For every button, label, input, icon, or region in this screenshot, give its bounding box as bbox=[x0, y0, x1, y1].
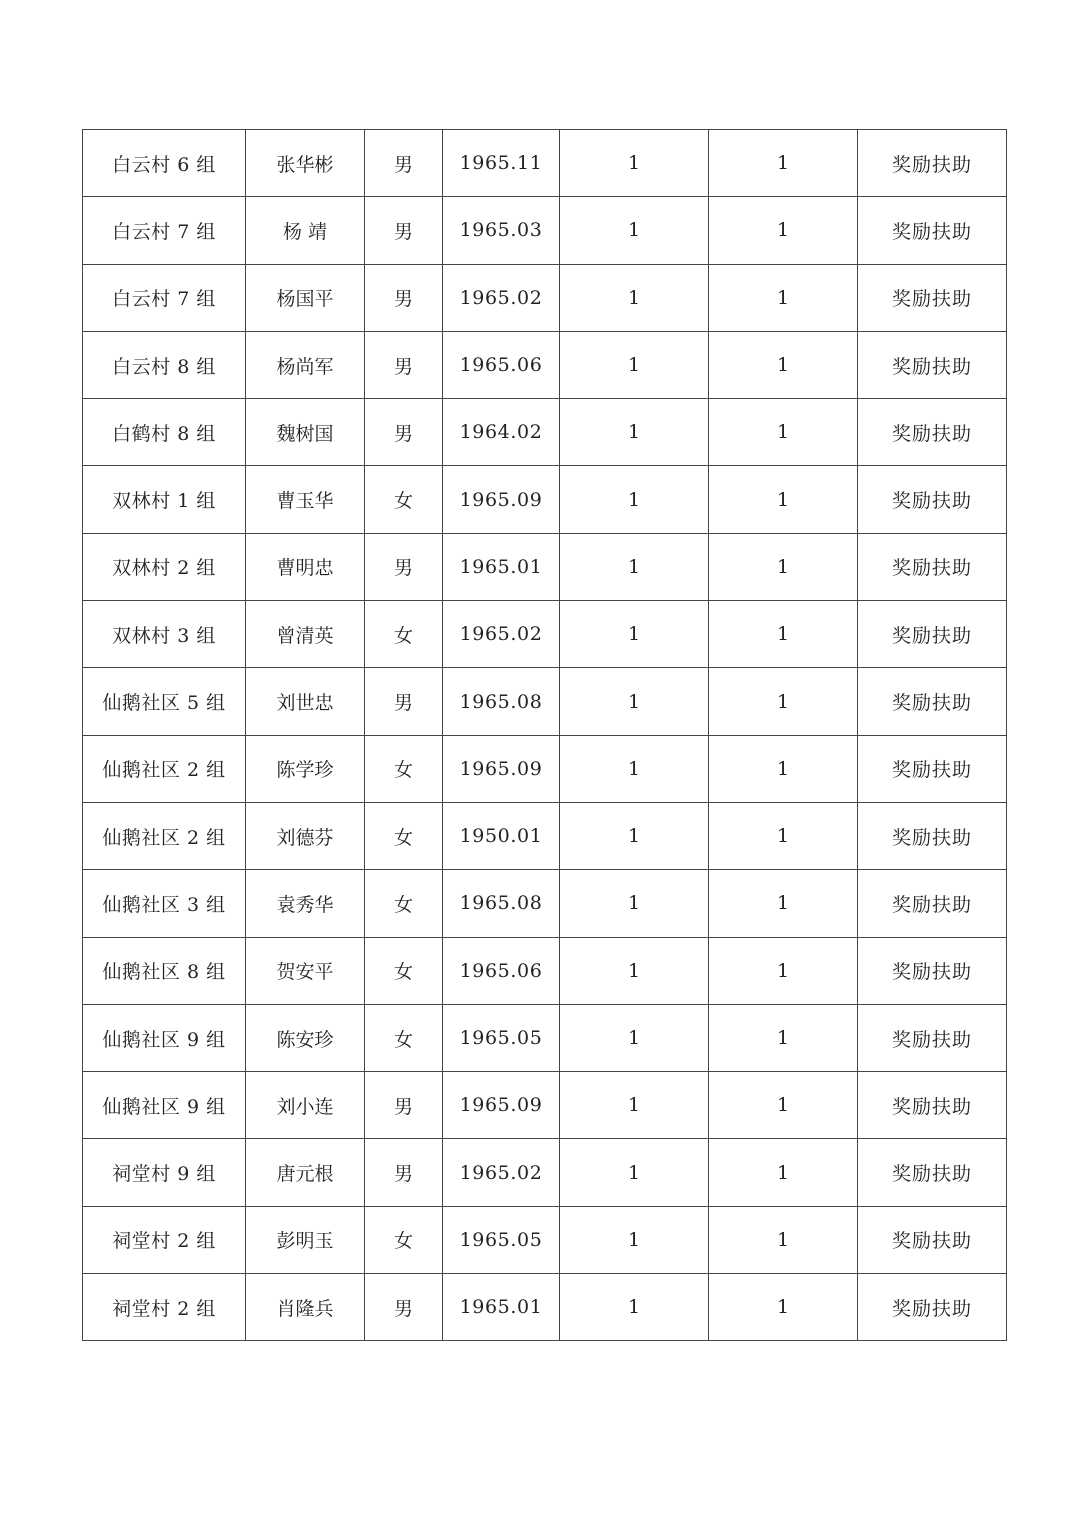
table-row bbox=[83, 197, 1007, 264]
assistance-type-cell: 奖励扶助 bbox=[858, 264, 1007, 331]
birth-date-cell: 1965.11 bbox=[443, 130, 560, 197]
gender-cell: 女 bbox=[365, 466, 443, 533]
count-cell: 1 bbox=[709, 197, 858, 264]
gender-cell: 男 bbox=[365, 130, 443, 197]
table-row bbox=[83, 937, 1007, 1004]
gender-cell: 女 bbox=[365, 1004, 443, 1071]
assistance-type-cell: 奖励扶助 bbox=[858, 197, 1007, 264]
count-cell: 1 bbox=[560, 466, 709, 533]
count-cell: 1 bbox=[560, 331, 709, 398]
count-cell: 1 bbox=[709, 802, 858, 869]
count-cell: 1 bbox=[560, 1139, 709, 1206]
birth-date-cell: 1965.02 bbox=[443, 601, 560, 668]
birth-date-cell: 1965.08 bbox=[443, 870, 560, 937]
count-cell: 1 bbox=[560, 601, 709, 668]
gender-cell: 女 bbox=[365, 937, 443, 1004]
birth-date-cell: 1965.05 bbox=[443, 1206, 560, 1273]
name-cell: 陈安珍 bbox=[246, 1004, 365, 1071]
location-cell: 白鹤村 8 组 bbox=[83, 399, 246, 466]
assistance-type-cell: 奖励扶助 bbox=[858, 937, 1007, 1004]
count-cell: 1 bbox=[560, 937, 709, 1004]
count-cell: 1 bbox=[709, 735, 858, 802]
assistance-type-cell: 奖励扶助 bbox=[858, 130, 1007, 197]
count-cell: 1 bbox=[560, 1274, 709, 1341]
table-row bbox=[83, 1072, 1007, 1139]
count-cell: 1 bbox=[560, 870, 709, 937]
location-cell: 白云村 6 组 bbox=[83, 130, 246, 197]
assistance-type-cell: 奖励扶助 bbox=[858, 601, 1007, 668]
count-cell: 1 bbox=[560, 802, 709, 869]
count-cell: 1 bbox=[560, 1206, 709, 1273]
location-cell: 双林村 3 组 bbox=[83, 601, 246, 668]
gender-cell: 女 bbox=[365, 802, 443, 869]
name-cell: 贺安平 bbox=[246, 937, 365, 1004]
table-row bbox=[83, 264, 1007, 331]
table-row bbox=[83, 870, 1007, 937]
location-cell: 仙鹅社区 9 组 bbox=[83, 1072, 246, 1139]
count-cell: 1 bbox=[709, 1139, 858, 1206]
table-row bbox=[83, 533, 1007, 600]
table-row bbox=[83, 130, 1007, 197]
name-cell: 魏树国 bbox=[246, 399, 365, 466]
assistance-type-cell: 奖励扶助 bbox=[858, 735, 1007, 802]
name-cell: 杨国平 bbox=[246, 264, 365, 331]
birth-date-cell: 1950.01 bbox=[443, 802, 560, 869]
location-cell: 祠堂村 2 组 bbox=[83, 1206, 246, 1273]
birth-date-cell: 1965.02 bbox=[443, 1139, 560, 1206]
gender-cell: 女 bbox=[365, 870, 443, 937]
location-cell: 双林村 1 组 bbox=[83, 466, 246, 533]
name-cell: 彭明玉 bbox=[246, 1206, 365, 1273]
assistance-type-cell: 奖励扶助 bbox=[858, 870, 1007, 937]
table-row bbox=[83, 331, 1007, 398]
count-cell: 1 bbox=[709, 264, 858, 331]
birth-date-cell: 1965.03 bbox=[443, 197, 560, 264]
table-row bbox=[83, 466, 1007, 533]
name-cell: 张华彬 bbox=[246, 130, 365, 197]
birth-date-cell: 1965.06 bbox=[443, 331, 560, 398]
name-cell: 刘德芬 bbox=[246, 802, 365, 869]
table-row bbox=[83, 668, 1007, 735]
location-cell: 祠堂村 9 组 bbox=[83, 1139, 246, 1206]
assistance-type-cell: 奖励扶助 bbox=[858, 399, 1007, 466]
location-cell: 仙鹅社区 2 组 bbox=[83, 735, 246, 802]
count-cell: 1 bbox=[709, 533, 858, 600]
location-cell: 仙鹅社区 5 组 bbox=[83, 668, 246, 735]
name-cell: 曹明忠 bbox=[246, 533, 365, 600]
count-cell: 1 bbox=[709, 668, 858, 735]
name-cell: 曾清英 bbox=[246, 601, 365, 668]
table-row bbox=[83, 1274, 1007, 1341]
birth-date-cell: 1965.08 bbox=[443, 668, 560, 735]
roster-body bbox=[83, 130, 1007, 1341]
count-cell: 1 bbox=[560, 264, 709, 331]
assistance-type-cell: 奖励扶助 bbox=[858, 802, 1007, 869]
birth-date-cell: 1965.09 bbox=[443, 466, 560, 533]
name-cell: 刘世忠 bbox=[246, 668, 365, 735]
count-cell: 1 bbox=[709, 399, 858, 466]
name-cell: 陈学珍 bbox=[246, 735, 365, 802]
name-cell: 刘小连 bbox=[246, 1072, 365, 1139]
location-cell: 白云村 8 组 bbox=[83, 331, 246, 398]
assistance-type-cell: 奖励扶助 bbox=[858, 331, 1007, 398]
table-row bbox=[83, 802, 1007, 869]
count-cell: 1 bbox=[709, 130, 858, 197]
gender-cell: 男 bbox=[365, 264, 443, 331]
count-cell: 1 bbox=[709, 870, 858, 937]
location-cell: 仙鹅社区 3 组 bbox=[83, 870, 246, 937]
name-cell: 杨尚军 bbox=[246, 331, 365, 398]
assistance-type-cell: 奖励扶助 bbox=[858, 1206, 1007, 1273]
assistance-type-cell: 奖励扶助 bbox=[858, 466, 1007, 533]
birth-date-cell: 1965.09 bbox=[443, 735, 560, 802]
name-cell: 曹玉华 bbox=[246, 466, 365, 533]
count-cell: 1 bbox=[709, 466, 858, 533]
gender-cell: 男 bbox=[365, 1139, 443, 1206]
gender-cell: 男 bbox=[365, 1274, 443, 1341]
name-cell: 肖隆兵 bbox=[246, 1274, 365, 1341]
count-cell: 1 bbox=[709, 1004, 858, 1071]
gender-cell: 男 bbox=[365, 197, 443, 264]
location-cell: 双林村 2 组 bbox=[83, 533, 246, 600]
table-row bbox=[83, 1206, 1007, 1273]
gender-cell: 男 bbox=[365, 1072, 443, 1139]
name-cell: 袁秀华 bbox=[246, 870, 365, 937]
location-cell: 祠堂村 2 组 bbox=[83, 1274, 246, 1341]
assistance-type-cell: 奖励扶助 bbox=[858, 1139, 1007, 1206]
count-cell: 1 bbox=[560, 130, 709, 197]
name-cell: 杨 靖 bbox=[246, 197, 365, 264]
gender-cell: 男 bbox=[365, 533, 443, 600]
table-row bbox=[83, 1139, 1007, 1206]
birth-date-cell: 1965.01 bbox=[443, 533, 560, 600]
name-cell: 唐元根 bbox=[246, 1139, 365, 1206]
birth-date-cell: 1965.02 bbox=[443, 264, 560, 331]
birth-date-cell: 1965.01 bbox=[443, 1274, 560, 1341]
birth-date-cell: 1964.02 bbox=[443, 399, 560, 466]
count-cell: 1 bbox=[709, 1274, 858, 1341]
count-cell: 1 bbox=[560, 399, 709, 466]
birth-date-cell: 1965.09 bbox=[443, 1072, 560, 1139]
location-cell: 仙鹅社区 2 组 bbox=[83, 802, 246, 869]
count-cell: 1 bbox=[709, 937, 858, 1004]
gender-cell: 男 bbox=[365, 668, 443, 735]
location-cell: 白云村 7 组 bbox=[83, 197, 246, 264]
location-cell: 白云村 7 组 bbox=[83, 264, 246, 331]
count-cell: 1 bbox=[709, 1206, 858, 1273]
assistance-type-cell: 奖励扶助 bbox=[858, 668, 1007, 735]
gender-cell: 女 bbox=[365, 601, 443, 668]
table-row bbox=[83, 1004, 1007, 1071]
table-row bbox=[83, 399, 1007, 466]
location-cell: 仙鹅社区 9 组 bbox=[83, 1004, 246, 1071]
birth-date-cell: 1965.06 bbox=[443, 937, 560, 1004]
count-cell: 1 bbox=[709, 331, 858, 398]
count-cell: 1 bbox=[560, 1004, 709, 1071]
count-cell: 1 bbox=[560, 735, 709, 802]
assistance-type-cell: 奖励扶助 bbox=[858, 1072, 1007, 1139]
count-cell: 1 bbox=[709, 1072, 858, 1139]
count-cell: 1 bbox=[709, 601, 858, 668]
table-row bbox=[83, 735, 1007, 802]
count-cell: 1 bbox=[560, 668, 709, 735]
birth-date-cell: 1965.05 bbox=[443, 1004, 560, 1071]
location-cell: 仙鹅社区 8 组 bbox=[83, 937, 246, 1004]
assistance-type-cell: 奖励扶助 bbox=[858, 1274, 1007, 1341]
assistance-type-cell: 奖励扶助 bbox=[858, 533, 1007, 600]
table-row bbox=[83, 601, 1007, 668]
gender-cell: 男 bbox=[365, 331, 443, 398]
count-cell: 1 bbox=[560, 533, 709, 600]
gender-cell: 男 bbox=[365, 399, 443, 466]
assistance-type-cell: 奖励扶助 bbox=[858, 1004, 1007, 1071]
gender-cell: 女 bbox=[365, 735, 443, 802]
count-cell: 1 bbox=[560, 1072, 709, 1139]
gender-cell: 女 bbox=[365, 1206, 443, 1273]
roster-table bbox=[82, 129, 1007, 1341]
count-cell: 1 bbox=[560, 197, 709, 264]
